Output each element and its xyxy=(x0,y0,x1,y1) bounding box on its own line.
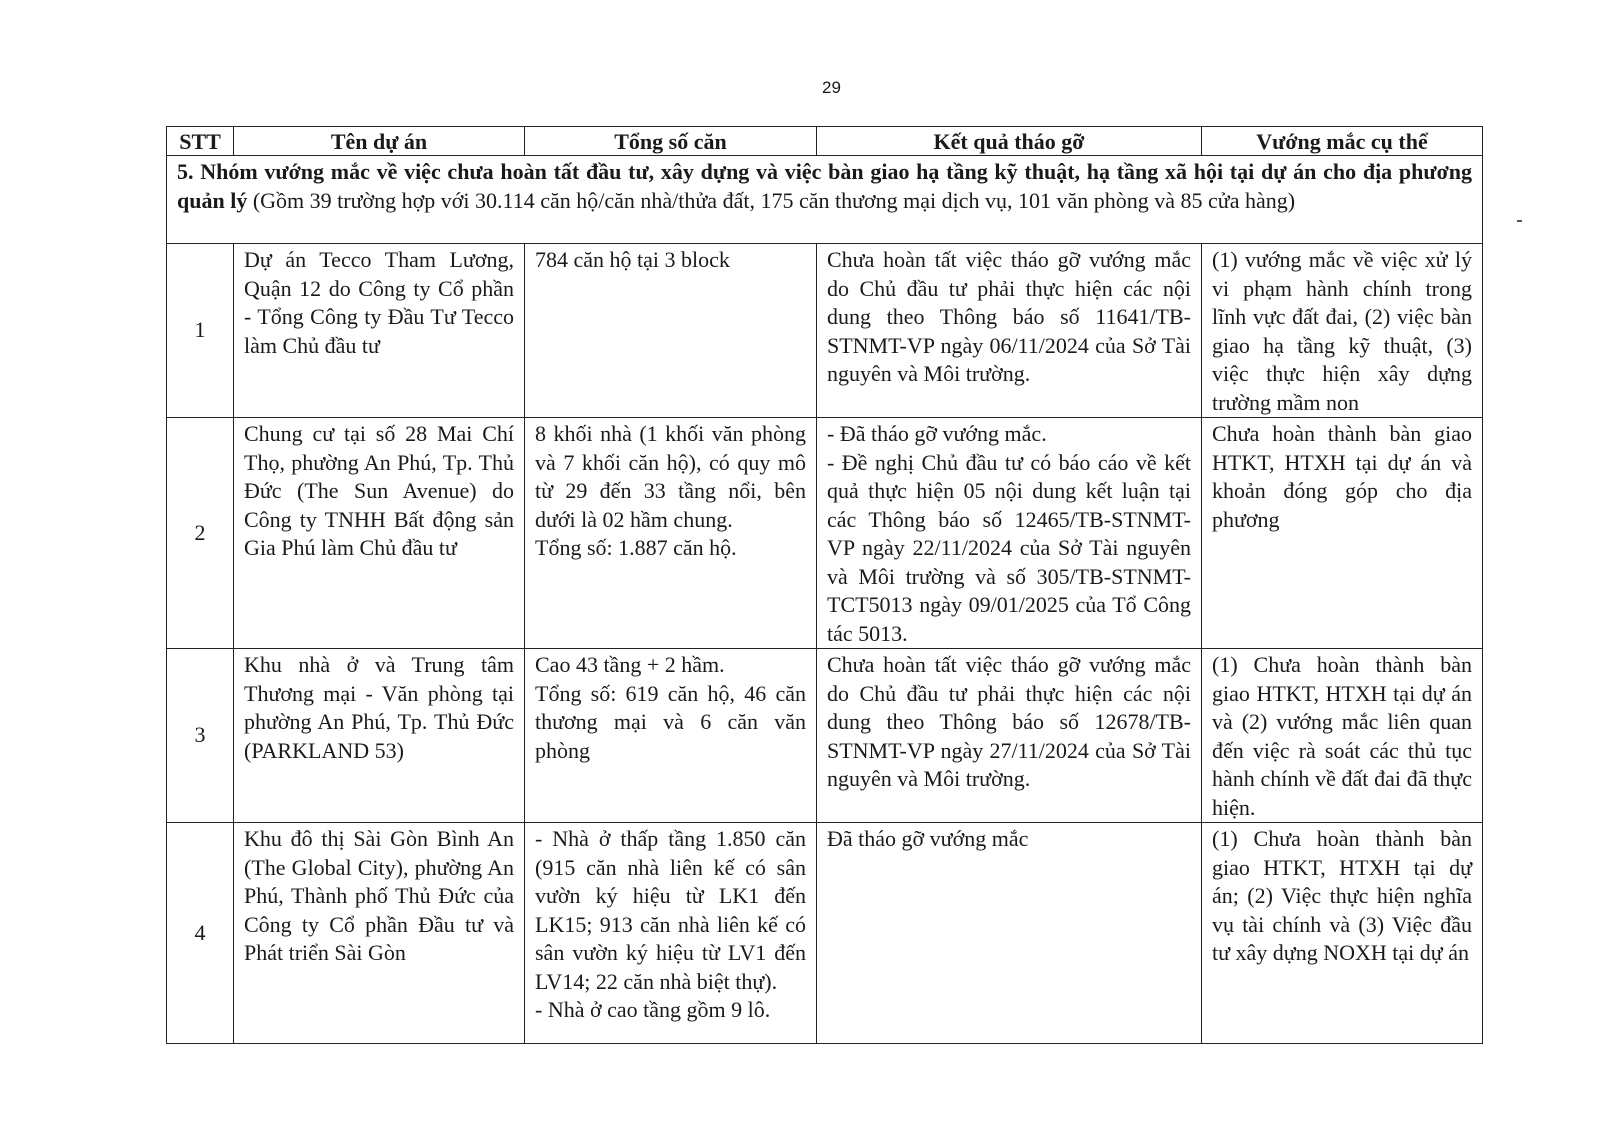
table-header-row xyxy=(167,127,1483,156)
header-result: Kết quả tháo gỡ xyxy=(817,127,1202,156)
issues-cell: (1) vướng mắc về việc xử lý vi phạm hành chính trong lĩnh vực đất đai, (2) việc bàn giao hạ tầng kỹ thuật, (3) việc thực hiện xây dựng trường mầm non xyxy=(1202,244,1483,418)
projects-table xyxy=(166,126,1483,1044)
project-cell: Khu nhà ở và Trung tâm Thương mại - Văn phòng tại phường An Phú, Tp. Thủ Đức (PARKLAND 53) xyxy=(234,649,525,823)
table-row xyxy=(167,649,1483,823)
header-issues: Vướng mắc cụ thể xyxy=(1202,127,1483,156)
project-cell: Dự án Tecco Tham Lương, Quận 12 do Công ty Cổ phần - Tổng Công ty Đầu Tư Tecco làm Chủ đầu tư xyxy=(234,244,525,418)
stt-cell: 3 xyxy=(167,649,234,823)
header-project-name: Tên dự án xyxy=(234,127,525,156)
stt-cell: 1 xyxy=(167,244,234,418)
units-cell xyxy=(525,823,817,1044)
scan-mark xyxy=(1517,220,1522,222)
units-cell xyxy=(525,649,817,823)
stt-cell: 4 xyxy=(167,823,234,1044)
issues-cell: (1) Chưa hoàn thành bàn giao HTKT, HTXH tại dự án và (2) vướng mắc liên quan đến việc rà soát các thủ tục hành chính về đất đai đã thực hiện. xyxy=(1202,649,1483,823)
result-cell: Chưa hoàn tất việc tháo gỡ vướng mắc do Chủ đầu tư phải thực hiện các nội dung theo Thông báo số 11641/TB-STNMT-VP ngày 06/11/2024 của Sở Tài nguyên và Môi trường. xyxy=(817,244,1202,418)
issues-cell: Chưa hoàn thành bàn giao HTKT, HTXH tại dự án và khoản đóng góp cho địa phương xyxy=(1202,418,1483,649)
stt-cell: 2 xyxy=(167,418,234,649)
group-cell xyxy=(167,156,1483,244)
header-total-units: Tổng số căn xyxy=(525,127,817,156)
units-line: 8 khối nhà (1 khối văn phòng và 7 khối căn hộ), có quy mô từ 29 đến 33 tầng nổi, bên dưới là 02 hầm chung. xyxy=(535,421,806,532)
group-title: 5. Nhóm vướng mắc về việc chưa hoàn tất đầu tư, xây dựng và việc bàn giao hạ tầng kỹ thuật, hạ tầng xã hội tại dự án cho địa phương quản lý xyxy=(177,159,1472,213)
result-line: - Đề nghị Chủ đầu tư có báo cáo về kết quả thực hiện 05 nội dung kết luận tại các Thông báo số 12465/TB-STNMT-VP ngày 22/11/2024 của Sở Tài nguyên và Môi trường và số 305/TB-STNMT-TCT5013 ngày 09/01/2025 của Tổ Công tác 5013. xyxy=(827,449,1191,646)
project-cell: Chung cư tại số 28 Mai Chí Thọ, phường An Phú, Tp. Thủ Đức (The Sun Avenue) do Công ty TNHH Bất động sản Gia Phú làm Chủ đầu tư xyxy=(234,418,525,649)
group-note: (Gồm 39 trường hợp với 30.114 căn hộ/căn nhà/thửa đất, 175 căn thương mại dịch vụ, 101 văn phòng và 85 cửa hàng) xyxy=(247,187,1296,213)
units-line: - Nhà ở cao tầng gồm 9 lô. xyxy=(535,997,771,1022)
units-cell: 784 căn hộ tại 3 block xyxy=(525,244,817,418)
units-line: - Nhà ở thấp tầng 1.850 căn (915 căn nhà liên kế có sân vườn ký hiệu từ LK1 đến LK15; 913 căn nhà liên kế có sân vườn ký hiệu từ LV1 đến LV14; 22 căn nhà biệt thự). xyxy=(535,826,806,994)
header-stt: STT xyxy=(167,127,234,156)
group-row xyxy=(167,156,1483,244)
units-line: Cao 43 tầng + 2 hầm. xyxy=(535,652,725,677)
table-row xyxy=(167,823,1483,1044)
result-cell: Chưa hoàn tất việc tháo gỡ vướng mắc do Chủ đầu tư phải thực hiện các nội dung theo Thông báo số 12678/TB-STNMT-VP ngày 27/11/2024 của Sở Tài nguyên và Môi trường. xyxy=(817,649,1202,823)
page-number: 29 xyxy=(822,78,841,97)
issues-cell: (1) Chưa hoàn thành bàn giao HTKT, HTXH tại dự án; (2) Việc thực hiện nghĩa vụ tài chính và (3) Việc đầu tư xây dựng NOXH tại dự án xyxy=(1202,823,1483,1044)
result-cell xyxy=(817,418,1202,649)
table-row xyxy=(167,244,1483,418)
units-cell xyxy=(525,418,817,649)
units-line: Tổng số: 619 căn hộ, 46 căn thương mại và 6 căn văn phòng xyxy=(535,680,806,763)
result-line: - Đã tháo gỡ vướng mắc. xyxy=(827,421,1047,446)
result-cell: Đã tháo gỡ vướng mắc xyxy=(817,823,1202,1044)
project-cell: Khu đô thị Sài Gòn Bình An (The Global City), phường An Phú, Thành phố Thủ Đức của Công ty Cổ phần Đầu tư và Phát triển Sài Gòn xyxy=(234,823,525,1044)
table-row xyxy=(167,418,1483,649)
units-line: Tổng số: 1.887 căn hộ. xyxy=(535,535,737,560)
